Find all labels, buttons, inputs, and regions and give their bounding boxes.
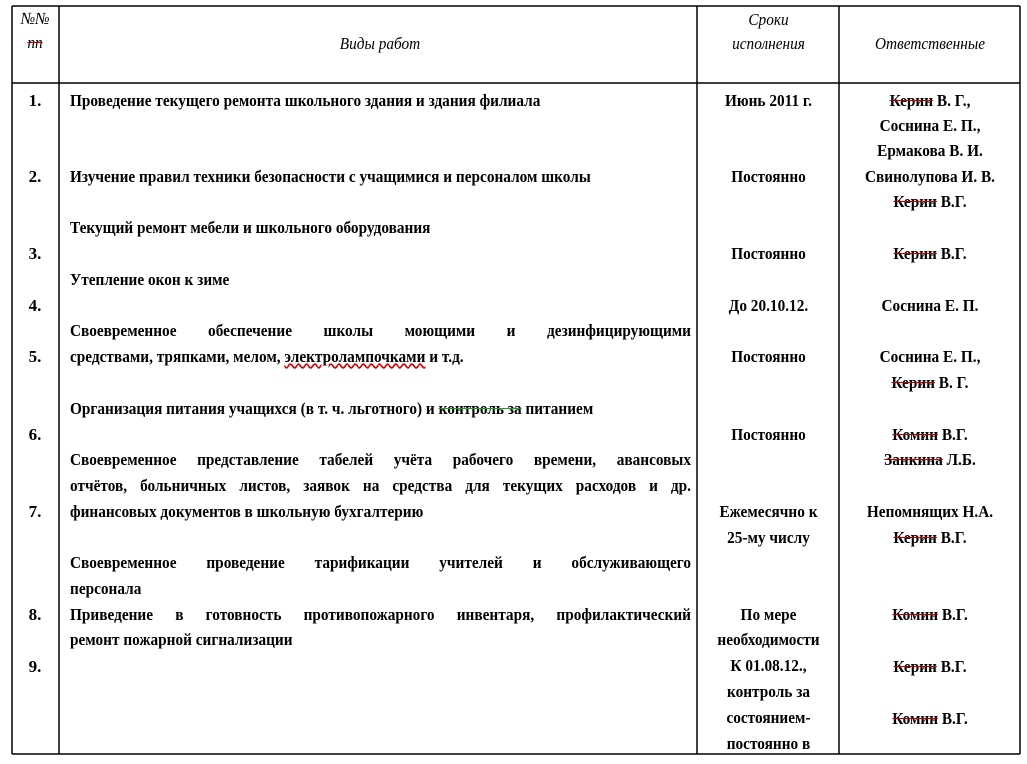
header-num-top: №№ (20, 9, 50, 28)
responsible-4: Соснина Е. П. (881, 296, 979, 315)
row-number-6: 6. (28, 425, 42, 444)
responsible-9: Керин В.Г. (893, 657, 967, 676)
deadline-9-line3: состоянием- (726, 708, 811, 727)
responsible-1-line3: Ермакова В. И. (877, 141, 983, 160)
responsible-2: Керин В.Г. (893, 192, 967, 211)
deadline-5: Постоянно (731, 347, 806, 366)
work-1: Проведение текущего ремонта школьного здания и здания филиала (70, 91, 541, 110)
responsible-6b: Занкина Л.Б. (884, 450, 976, 469)
deadline-7-line1: Ежемесячно к (719, 502, 818, 521)
deadline-7-line2: 25-му числу (727, 528, 810, 547)
responsible-1-line4: Свинолупова И. В. (864, 167, 996, 186)
row-number-3: 3. (28, 244, 42, 263)
deadline-9-line4: постоянно в (726, 734, 811, 753)
deadline-2: Постоянно (731, 167, 806, 186)
responsible-10: Комин В.Г. (892, 709, 968, 728)
responsible-5-line2: Керин В. Г. (891, 373, 969, 392)
header-num-bottom: пп (27, 33, 43, 52)
responsible-1: Керин В. Г., (889, 91, 971, 110)
work-7-line2: отчётов, больничных листов, заявок на средства для текущих расходов и др. (70, 476, 691, 495)
deadline-8-line2: необходимости (717, 630, 820, 649)
work-9-line1: Приведение в готовность противопожарного инвентаря, профилактический (70, 605, 691, 624)
work-8-line1: Своевременное проведение тарификации учителей и обслуживающего (70, 553, 691, 572)
responsible-8: Комин В.Г. (892, 605, 968, 624)
header-deadlines-2: исполнения (732, 34, 805, 53)
responsible-7: Непомнящих Н.А. (866, 502, 994, 521)
header-responsible: Ответственные (875, 34, 985, 53)
row-number-1: 1. (28, 91, 42, 110)
work-5-line1: Своевременное обеспечение школы моющими и дезинфицирующими (70, 321, 691, 340)
work-3: Текущий ремонт мебели и школьного оборудования (70, 218, 431, 237)
responsible-7b: Керин В.Г. (893, 528, 967, 547)
work-8-line2: персонала (70, 579, 142, 598)
deadline-9-line2: контроль за (726, 682, 811, 701)
responsible-5-line1: Соснина Е. П., (879, 347, 981, 366)
responsible-1-line2: Соснина Е. П., (879, 116, 981, 135)
deadline-8-line1: По мере (740, 605, 797, 624)
row-number-4: 4. (28, 296, 42, 315)
responsible-3: Керин В.Г. (893, 244, 967, 263)
responsible-6: Комин В.Г. (892, 425, 968, 444)
work-5-line2: средствами, тряпками, мелом, электролампочками и т.д. (70, 347, 464, 366)
work-7-line1: Своевременное представление табелей учёта рабочего времени, авансовых (70, 450, 691, 469)
row-number-9: 9. (28, 657, 42, 676)
deadline-1: Июнь 2011 г. (725, 91, 812, 110)
deadline-9-line1: К 01.08.12., (730, 656, 807, 675)
deadline-4: До 20.10.12. (728, 296, 809, 315)
work-4: Утепление окон к зиме (70, 270, 230, 289)
header-works: Виды работ (339, 34, 421, 53)
work-7-line3: финансовых документов в школьную бухгалтерию (70, 502, 424, 521)
row-number-7: 7. (28, 502, 42, 521)
row-number-2: 2. (28, 167, 42, 186)
work-2: Изучение правил техники безопасности с учащимися и персоналом школы (70, 167, 591, 186)
deadline-6: Постоянно (731, 425, 806, 444)
deadline-3: Постоянно (731, 244, 806, 263)
header-deadlines-1: Сроки (748, 10, 789, 29)
row-number-8: 8. (28, 605, 42, 624)
work-6: Организация питания учащихся (в т. ч. льготного) и контроль за питанием (70, 399, 594, 418)
row-number-5: 5. (28, 347, 42, 366)
work-9-line2: ремонт пожарной сигнализации (70, 630, 293, 649)
